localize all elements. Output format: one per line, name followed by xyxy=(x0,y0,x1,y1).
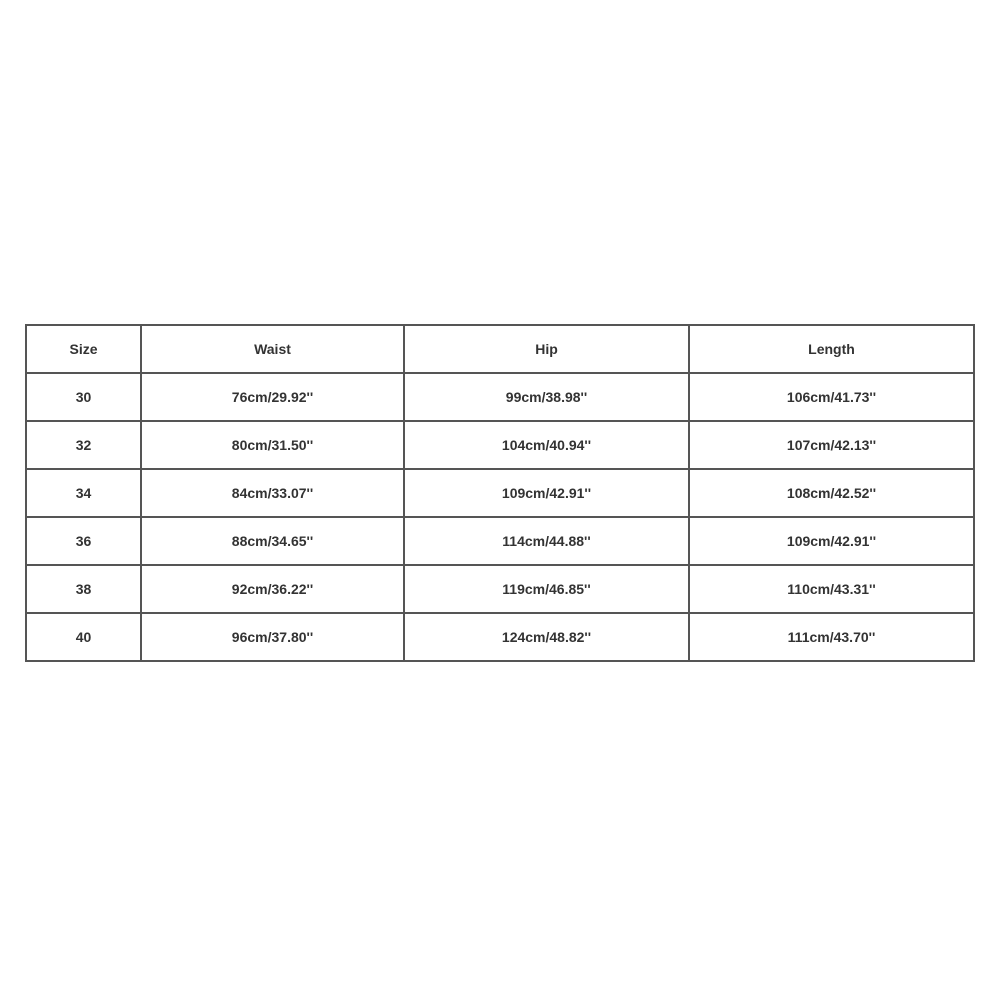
table-header-row xyxy=(26,325,974,373)
cell-size: 30 xyxy=(26,373,141,421)
cell-hip: 124cm/48.82'' xyxy=(404,613,689,661)
cell-hip: 104cm/40.94'' xyxy=(404,421,689,469)
table-row xyxy=(26,469,974,517)
cell-length: 111cm/43.70'' xyxy=(689,613,974,661)
cell-length: 107cm/42.13'' xyxy=(689,421,974,469)
table-row xyxy=(26,421,974,469)
cell-hip: 109cm/42.91'' xyxy=(404,469,689,517)
cell-length: 110cm/43.31'' xyxy=(689,565,974,613)
size-chart-table xyxy=(25,324,975,662)
cell-hip: 119cm/46.85'' xyxy=(404,565,689,613)
cell-waist: 80cm/31.50'' xyxy=(141,421,404,469)
table-row xyxy=(26,373,974,421)
cell-size: 38 xyxy=(26,565,141,613)
cell-waist: 96cm/37.80'' xyxy=(141,613,404,661)
cell-length: 106cm/41.73'' xyxy=(689,373,974,421)
table-row xyxy=(26,517,974,565)
cell-waist: 88cm/34.65'' xyxy=(141,517,404,565)
cell-size: 36 xyxy=(26,517,141,565)
cell-size: 34 xyxy=(26,469,141,517)
cell-size: 32 xyxy=(26,421,141,469)
cell-hip: 114cm/44.88'' xyxy=(404,517,689,565)
header-length: Length xyxy=(689,325,974,373)
table-row xyxy=(26,565,974,613)
table-row xyxy=(26,613,974,661)
cell-hip: 99cm/38.98'' xyxy=(404,373,689,421)
cell-waist: 84cm/33.07'' xyxy=(141,469,404,517)
header-size: Size xyxy=(26,325,141,373)
cell-waist: 76cm/29.92'' xyxy=(141,373,404,421)
cell-length: 109cm/42.91'' xyxy=(689,517,974,565)
cell-length: 108cm/42.52'' xyxy=(689,469,974,517)
cell-waist: 92cm/36.22'' xyxy=(141,565,404,613)
header-hip: Hip xyxy=(404,325,689,373)
header-waist: Waist xyxy=(141,325,404,373)
cell-size: 40 xyxy=(26,613,141,661)
